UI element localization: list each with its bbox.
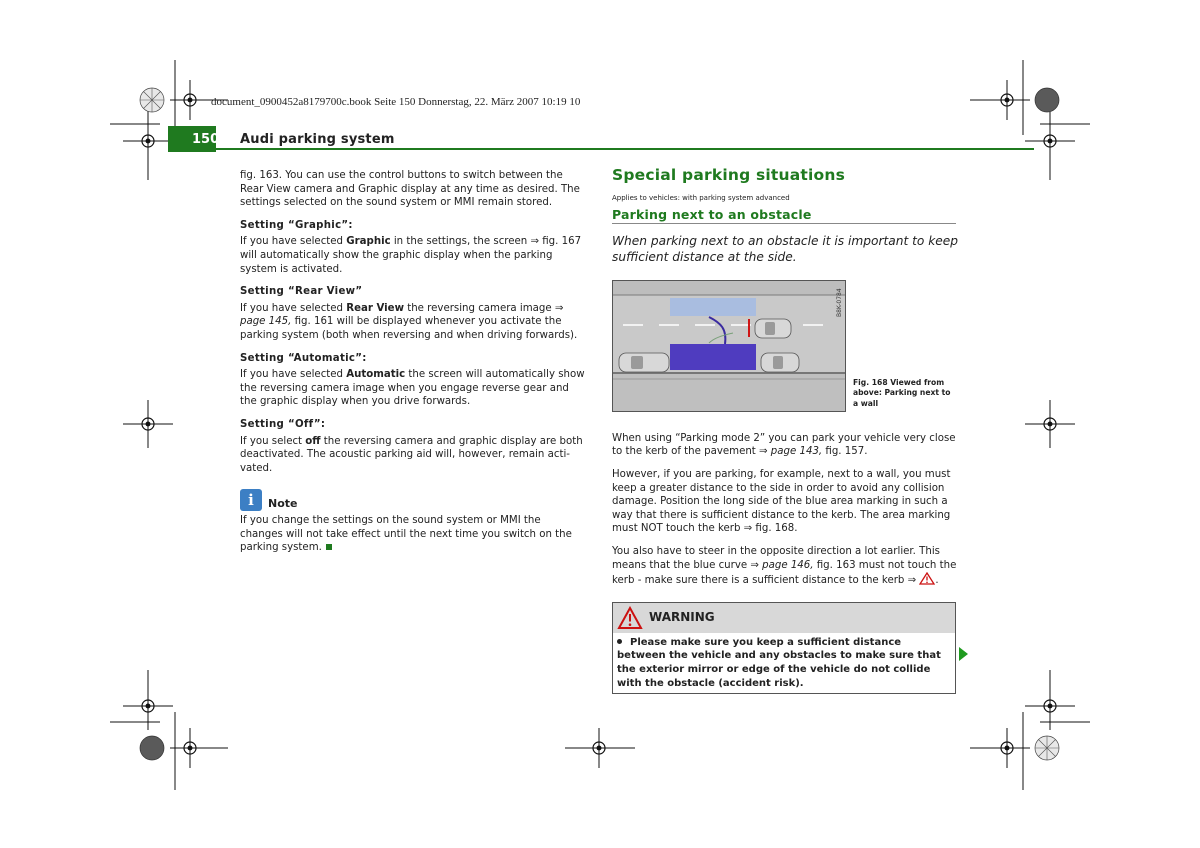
header-rule (168, 148, 1034, 150)
right-column (612, 166, 959, 694)
figure-caption: Fig. 168 Viewed from above: Parking next to a wall (853, 377, 951, 408)
note-text: If you change the settings on the sound system or MMI the changes will not take effect until the next time you switch on the parking system. (240, 515, 572, 554)
setting-automatic-heading: Setting “Automatic”: (240, 352, 367, 364)
warning-text: Please make sure you keep a sufficient distance between the vehicle and any obstacles to make sure that the exterior mirror or edge of the vehicle do not collide with the obstacle (accident risk). (617, 636, 941, 689)
page-number: 150 (168, 126, 216, 152)
blue-area-light (670, 298, 756, 316)
page-ref-link[interactable]: page 145, (240, 316, 292, 328)
paragraph-wall: However, if you are parking, for example, next to a wall, you must keep a greater distance to the side in order to avoid any collision damage. Position the long side of the blue area marking in such a way that there is sufficient distance to the kerb. The area marking must NOT touch the kerb ⇒ fig. 168. (612, 468, 951, 535)
setting-automatic-paragraph: If you have selected Automatic the screen will automatically show the reversing camera image when you engage reverse gear and the graphic display when you drive forwards. (240, 369, 585, 408)
intro-paragraph: fig. 163. You can use the control buttons to switch between the Rear View camera and Graphic display at any time as desired. The settings selected on the sound system or MMI remain stored. (240, 170, 580, 209)
continue-arrow-icon (959, 647, 968, 661)
note-title: Note (268, 497, 298, 511)
parking-diagram (613, 281, 846, 412)
note-header (240, 489, 586, 511)
setting-graphic-paragraph: If you have selected Graphic in the settings, the screen ⇒ fig. 167 will automatically show the graphic display when the parking system is activated. (240, 236, 582, 275)
warning-ref-icon[interactable] (919, 572, 935, 585)
setting-rear-heading: Setting “Rear View” (240, 286, 363, 298)
warning-box (612, 602, 956, 694)
applies-to-note: Applies to vehicles: with parking system advanced (612, 193, 790, 202)
warning-header (613, 603, 955, 633)
setting-rear-paragraph: If you have selected Rear View the reversing camera image ⇒ page 145, fig. 161 will be displayed whenever you activate the parking system (both when reversing and when driving forwards). (240, 302, 578, 341)
page-ref-link[interactable]: page 143, (770, 446, 823, 458)
warning-triangle-icon (617, 606, 643, 630)
left-column (240, 169, 586, 564)
setting-off-heading: Setting “Off”: (240, 418, 326, 430)
page-ref-link[interactable]: page 146, (762, 559, 814, 571)
warning-title: WARNING (649, 609, 715, 624)
lead-paragraph: When parking next to an obstacle it is important to keep sufficient distance at the side. (612, 233, 959, 265)
paragraph-steer: You also have to steer in the opposite direction a lot earlier. This means that the blue curve ⇒ page 146, fig. 163 must not touch the kerb - make sure there is a sufficient distance to the kerb ⇒ . (612, 545, 957, 587)
setting-graphic-heading: Setting “Graphic”: (240, 219, 353, 231)
figure-image (612, 280, 846, 412)
bullet-icon (617, 639, 622, 644)
info-icon: i (240, 489, 262, 511)
setting-off-paragraph: If you select off the reversing camera and graphic display are both deactivated. The acoustic parking aid will, however, remain acti-vated. (240, 435, 583, 474)
page-title: Audi parking system (240, 132, 395, 147)
figure-code: B8K-0784 (836, 288, 843, 317)
print-header: document_0900452a8179700c.book Seite 150 Donnerstag, 22. März 2007 10:19 10 (211, 96, 581, 108)
figure-168 (612, 280, 958, 416)
section-end-icon (326, 544, 332, 550)
subsection-heading: Parking next to an obstacle (612, 208, 956, 224)
paragraph-parking-mode: When using “Parking mode 2” you can park your vehicle very close to the kerb of the pavement ⇒ page 143, fig. 157. (612, 432, 956, 458)
blue-area-marking (670, 344, 756, 370)
section-heading: Special parking situations (612, 166, 846, 184)
